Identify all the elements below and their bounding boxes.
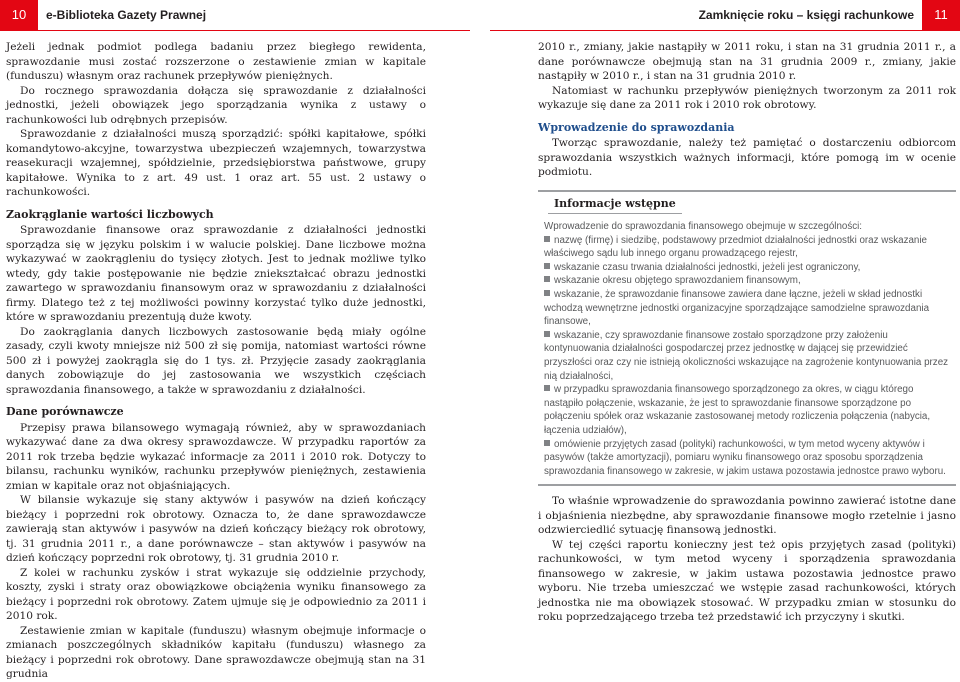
paragraph: Tworząc sprawozdanie, należy też pamiętać o dostarczeniu odbiorcom sprawozdania wszystkich ważnych informacji, które pomogą im w ocenie podmiotu. xyxy=(538,137,956,178)
paragraph: W bilansie wykazuje się stany aktywów i pasywów na dzień kończący bieżący i poprzedni rok obrotowy. Oznacza to, że dane sprawozdawcze zawierają stan aktywów i pasywów na dzień kończący bieżący rok obrotowy, tj. 31 grudnia 2011 r., a dane porównawcze – stan aktywów i pasywów na dzień kończący poprzedni rok obrotowy, tj. 31 grudnia 2010 r. xyxy=(6,494,426,564)
left-column xyxy=(6,40,426,682)
list-item: nazwę (firmę) i siedzibę, podstawowy przedmiot działalności jednostki oraz wskazanie właściwego sądu lub innego organu prowadzącego rejestr, xyxy=(544,234,927,260)
info-box-intro: Wprowadzenie do sprawozdania finansowego obejmuje w szczególności: xyxy=(544,221,863,232)
square-bullet-icon xyxy=(544,276,550,282)
left-running-head: e-Biblioteka Gazety Prawnej xyxy=(46,8,207,22)
left-header-rule xyxy=(0,30,470,31)
section-heading-introduction: Wprowadzenie do sprawozdania xyxy=(538,120,735,134)
paragraph: Jeżeli jednak podmiot podlega badaniu przez biegłego rewidenta, sprawozdanie musi zostać rozszerzone o zestawienie zmian w kapitale (funduszu) własnym oraz rachunek przepływów pieniężnych. xyxy=(6,41,426,82)
info-box-title: Informacje wstępne xyxy=(548,195,682,215)
list-item: wskazanie, czy sprawozdanie finansowe zostało sporządzone przy założeniu kontynuowania działalności gospodarczej przez jednostkę w dającej się przewidzieć przyszłości oraz czy nie istnieją okoliczności wskazujące na zagrożenie kontynuowania przez nią działalności, xyxy=(544,329,949,382)
square-bullet-icon xyxy=(544,290,550,296)
paragraph: Z kolei w rachunku zysków i strat wykazuje się oddzielnie przychody, koszty, zyski i straty oraz obowiązkowe obciążenia wyniku finansowego za bieżący i poprzedni rok obrotowy. Zatem ujmuje się je odpowiednio za 2011 i 2010 rok. xyxy=(6,566,426,622)
right-running-head: Zamknięcie roku – księgi rachunkowe xyxy=(698,8,914,22)
paragraph: Do zaokrąglania danych liczbowych zastosowanie będą miały ogólne zasady, czyli kwoty mniejsze niż 500 zł się pomija, natomiast wartości równe 500 zł i powyżej zaokrągla się do 1 tys. zł. Przyjęcie zasady zaokrąglania danych zobowiązuje do jej zastosowania we wszystkich częściach sprawozdania finansowego, a także w sprawozdaniu z działalności. xyxy=(6,325,426,396)
list-item: wskazanie, że sprawozdanie finansowe zawiera dane łączne, jeżeli w skład jednostki wchodzą wewnętrzne jednostki organizacyjne sporządzające samodzielne sprawozdania finansowe, xyxy=(544,288,930,328)
paragraph: 2010 r., zmiany, jakie nastąpiły w 2011 roku, i stan na 31 grudnia 2011 r., a dane porównawcze obejmują stan na 31 grudnia 2009 r., zmiany, jakie nastąpiły w 2010 r., i stan na 31 grudnia 2010 r. xyxy=(538,41,956,82)
paragraph: Przepisy prawa bilansowego wymagają również, aby w sprawozdaniach wykazywać dane za dwa okresy sprawozdawcze. W przypadku raportów za 2011 rok trzeba będzie wykazać informacje za 2011 i 2010 rok. Dotyczy to bilansu, rachunku wyników, rachunku przepływów pieniężnych, zestawienia zmian w kapitale oraz not objaśniających. xyxy=(6,421,426,492)
paragraph: Natomiast w rachunku przepływów pieniężnych tworzonym za 2011 rok wykazuje się dane za 2011 rok i 2010 rok obrotowy. xyxy=(538,84,956,111)
left-page-number: 10 xyxy=(0,0,38,30)
square-bullet-icon xyxy=(544,331,550,337)
square-bullet-icon xyxy=(544,236,550,242)
info-box-body xyxy=(538,214,956,486)
list-item: w przypadku sprawozdania finansowego sporządzonego za okres, w ciągu którego nastąpiło połączenie, wskazanie, że jest to sprawozdanie finansowe sporządzone po połączeniu spółek oraz wskazanie zastosowanej metody rozliczenia połączenia (nabycia, łączenia udziałów), xyxy=(544,384,931,436)
section-heading-rounding: Zaokrąglanie wartości liczbowych xyxy=(6,207,214,221)
right-column xyxy=(538,40,956,625)
list-item: wskazanie okresu objętego sprawozdaniem finansowym, xyxy=(544,274,952,288)
right-page-number: 11 xyxy=(922,0,960,30)
list-item: omówienie przyjętych zasad (polityki) rachunkowości, w tym metod wyceny aktywów i pasywów (także amortyzacji), pomiaru wyniku finansowego oraz sposobu sporządzenia sprawozdania finansowego w zakresie, w jakim ustawa pozostawia jednostce prawo wyboru. xyxy=(544,438,946,477)
paragraph: To właśnie wprowadzenie do sprawozdania powinno zawierać istotne dane i objaśnienia niezbędne, aby sprawozdanie finansowe mogło rzetelnie i jasno odzwierciedlić sytuację finansową jednostki. xyxy=(538,495,956,537)
section-heading-comparative-data: Dane porównawcze xyxy=(6,405,124,418)
right-header-rule xyxy=(490,30,960,31)
info-box xyxy=(538,190,956,487)
paragraph: W tej części raportu konieczny jest też opis przyjętych zasad (polityki) rachunkowości, w tym metod wyceny i sporządzenia sprawozdania finansowego w zakresie, w jakim ustawa pozostawia jednostce prawo wyboru. Nie trzeba umieszczać we wstępie zasad rachunkowości, których jednostka nie ma obowiązek stosować. W przypadku zmian w stosunku do roku poprzedzającego trzeba też przedstawić ich przyczyny i skutki. xyxy=(538,538,956,624)
square-bullet-icon xyxy=(544,440,550,446)
paragraph: Sprawozdanie z działalności muszą sporządzić: spółki kapitałowe, spółki komandytowo-akcyjne, towarzystwa ubezpieczeń wzajemnych, towarzystwa reasekuracji wzajemnej, spółdzielnie, przedsiębiorstwa państwowe, grupy kapitałowe. Wynika to z art. 49 ust. 1 oraz art. 55 ust. 2 ustawy o rachunkowości. xyxy=(6,128,426,198)
paragraph: Sprawozdanie finansowe oraz sprawozdanie z działalności jednostki sporządza się w języku polskim i w walucie polskiej. Dane liczbowe można wykazywać w zaokrągleniu do tysięcy złotych. Jest to jednak możliwe tylko wtedy, gdy takie postępowanie nie będzie zniekształcać obrazu jednostki zawartego w sprawozdaniu finansowym oraz w sprawozdaniu z działalności firmy. Dlatego też z tej możliwości powinny korzystać tylko duże jednostki, które w sprawozdaniu prezentują duże kwoty. xyxy=(6,224,426,323)
square-bullet-icon xyxy=(544,385,550,391)
list-item: wskazanie czasu trwania działalności jednostki, jeżeli jest ograniczony, xyxy=(544,261,952,275)
paragraph: Zestawienie zmian w kapitale (funduszu) własnym obejmuje informacje o zmianach poszczególnych składników kapitału (funduszu) własnego za bieżący i poprzedni rok obrotowy. Dane sprawozdawcze obejmują stan na 31 grudnia xyxy=(6,624,426,680)
square-bullet-icon xyxy=(544,263,550,269)
paragraph: Do rocznego sprawozdania dołącza się sprawozdanie z działalności jednostki, jeżeli obowiązek jego sporządzania wynika z ustawy o rachunkowości lub odrębnych przepisów. xyxy=(6,84,426,126)
